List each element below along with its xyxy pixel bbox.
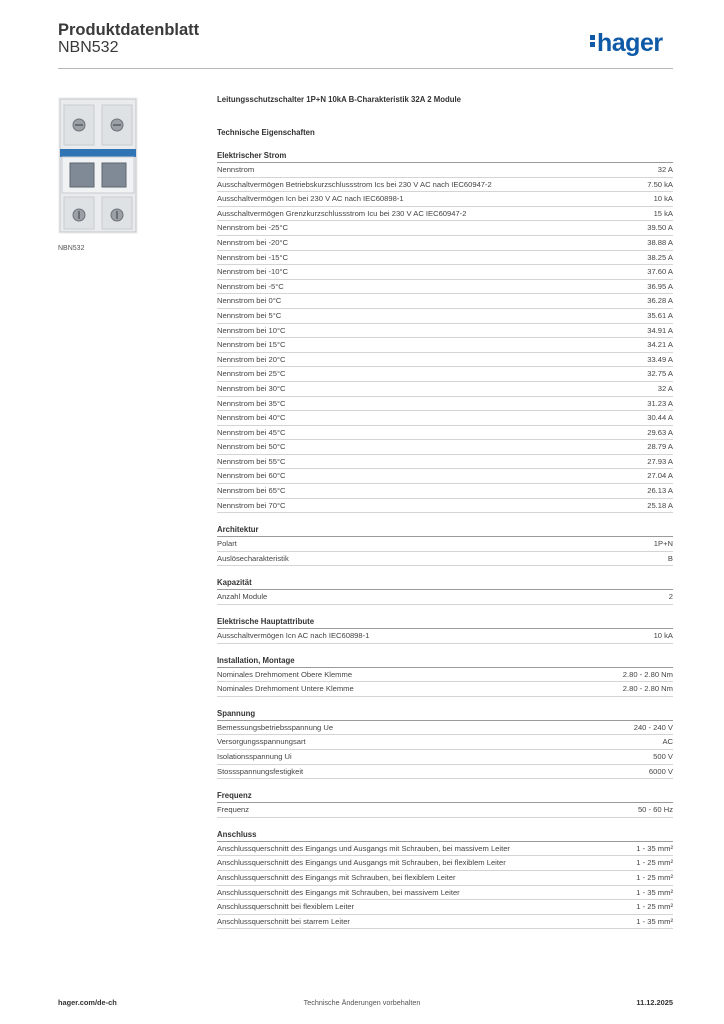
spec-value: 36.28 A	[647, 296, 673, 306]
spec-value: 32.75 A	[647, 369, 673, 379]
spec-label: Nennstrom bei -5°C	[217, 281, 284, 291]
spec-row	[217, 900, 673, 915]
page-title: Produktdatenblatt	[58, 21, 200, 39]
spec-row	[217, 397, 673, 412]
logo-dots-icon	[590, 33, 595, 49]
spec-row	[217, 499, 673, 514]
spec-row	[217, 294, 673, 309]
spec-label: Ausschaltvermögen Grenzkurzschlussstrom Icu bei 230 V AC IEC60947-2	[217, 208, 467, 218]
spec-section	[217, 576, 673, 605]
spec-row	[217, 590, 673, 605]
section-title: Elektrische Hauptattribute	[217, 615, 673, 629]
spec-label: Nennstrom bei 25°C	[217, 369, 286, 379]
spec-row	[217, 192, 673, 207]
spec-value: 34.91 A	[647, 325, 673, 335]
spec-label: Nennstrom bei 35°C	[217, 398, 286, 408]
spec-label: Nennstrom bei 45°C	[217, 427, 286, 437]
spec-label: Ausschaltvermögen Icn AC nach IEC60898-1	[217, 631, 370, 641]
section-title: Frequenz	[217, 789, 673, 803]
section-spacer	[217, 644, 673, 654]
spec-sections	[217, 149, 673, 929]
spec-section	[217, 149, 673, 513]
spec-label: Bemessungsbetriebsspannung Ue	[217, 722, 334, 732]
spec-row	[217, 735, 673, 750]
spec-value: AC	[662, 737, 673, 747]
spec-row	[217, 178, 673, 193]
footer-disclaimer: Technische Änderungen vorbehalten	[303, 998, 421, 1007]
spec-label: Nennstrom bei 50°C	[217, 442, 286, 452]
product-description: Leitungsschutzschalter 1P+N 10kA B-Charakteristik 32A 2 Module	[217, 95, 462, 104]
spec-row	[217, 426, 673, 441]
spec-row	[217, 163, 673, 178]
spec-value: 31.23 A	[647, 398, 673, 408]
spec-row	[217, 221, 673, 236]
technical-properties-heading: Technische Eigenschaften	[217, 128, 315, 137]
spec-row	[217, 668, 673, 683]
section-title: Installation, Montage	[217, 654, 673, 668]
spec-label: Nennstrom bei 55°C	[217, 456, 286, 466]
spec-row	[217, 552, 673, 567]
spec-section	[217, 615, 673, 644]
spec-label: Nennstrom bei -10°C	[217, 267, 288, 277]
spec-value: 1 - 25 mm²	[636, 902, 673, 912]
spec-value: 240 - 240 V	[633, 722, 673, 732]
spec-label: Anschlussquerschnitt des Eingangs und Ausgangs mit Schrauben, bei flexiblem Leiter	[217, 858, 506, 868]
spec-label: Nennstrom bei 10°C	[217, 325, 286, 335]
spec-row	[217, 803, 673, 818]
spec-row	[217, 842, 673, 857]
spec-value: 15 kA	[653, 208, 673, 218]
spec-value: 50 - 60 Hz	[637, 805, 673, 815]
spec-label: Nominales Drehmoment Obere Klemme	[217, 669, 353, 679]
footer-date: 11.12.2025	[636, 998, 673, 1007]
spec-label: Nennstrom bei 60°C	[217, 471, 286, 481]
spec-label: Polart	[217, 539, 237, 549]
section-spacer	[217, 605, 673, 615]
spec-value: 6000 V	[648, 766, 673, 776]
spec-label: Stossspannungsfestigkeit	[217, 766, 304, 776]
spec-row	[217, 309, 673, 324]
spec-value: 27.04 A	[647, 471, 673, 481]
spec-value: 39.50 A	[647, 223, 673, 233]
spec-section	[217, 523, 673, 566]
spec-row	[217, 440, 673, 455]
spec-value: 1 - 35 mm²	[636, 843, 673, 853]
circuit-breaker-image	[58, 97, 138, 234]
spec-label: Nennstrom bei 40°C	[217, 413, 286, 423]
spec-label: Nennstrom bei 15°C	[217, 340, 286, 350]
spec-value: 7.50 kA	[647, 179, 673, 189]
spec-value: 1P+N	[653, 539, 673, 549]
spec-label: Nennstrom	[217, 165, 255, 174]
logo-text: hager	[597, 29, 663, 57]
spec-value: 38.25 A	[647, 252, 673, 262]
spec-row	[217, 455, 673, 470]
spec-label: Anschlussquerschnitt des Eingangs und Ausgangs mit Schrauben, bei massivem Leiter	[217, 843, 510, 853]
spec-label: Nennstrom bei -15°C	[217, 252, 288, 262]
spec-label: Frequenz	[217, 805, 250, 815]
spec-row	[217, 856, 673, 871]
spec-section	[217, 789, 673, 818]
footer-website: hager.com/de-ch	[58, 998, 117, 1007]
spec-value: 1 - 35 mm²	[636, 916, 673, 926]
spec-value: 10 kA	[653, 631, 673, 641]
spec-label: Isolationsspannung Ui	[217, 752, 292, 761]
section-title: Kapazität	[217, 576, 673, 590]
hager-logo	[590, 29, 663, 58]
spec-row	[217, 721, 673, 736]
spec-value: 500 V	[653, 752, 673, 761]
spec-value: 38.88 A	[647, 237, 673, 247]
spec-label: Auslösecharakteristik	[217, 553, 289, 563]
spec-section	[217, 828, 673, 930]
spec-row	[217, 236, 673, 251]
spec-row	[217, 367, 673, 382]
spec-value: B	[667, 553, 673, 563]
spec-row	[217, 629, 673, 644]
spec-row	[217, 469, 673, 484]
spec-label: Anzahl Module	[217, 592, 268, 602]
section-title: Anschluss	[217, 828, 673, 842]
spec-value: 25.18 A	[647, 500, 673, 510]
spec-label: Nennstrom bei 70°C	[217, 500, 286, 510]
section-spacer	[217, 818, 673, 828]
spec-value: 27.93 A	[647, 456, 673, 466]
spec-label: Nennstrom bei 20°C	[217, 354, 286, 364]
spec-row	[217, 338, 673, 353]
section-spacer	[217, 513, 673, 523]
spec-row	[217, 280, 673, 295]
spec-value: 10 kA	[653, 194, 673, 204]
section-title: Spannung	[217, 707, 673, 721]
spec-row	[217, 886, 673, 901]
spec-value: 2.80 - 2.80 Nm	[622, 684, 673, 694]
spec-value: 34.21 A	[647, 340, 673, 350]
section-spacer	[217, 697, 673, 707]
spec-row	[217, 324, 673, 339]
spec-value: 35.61 A	[647, 310, 673, 320]
spec-label: Versorgungsspannungsart	[217, 737, 306, 747]
spec-label: Anschlussquerschnitt des Eingangs mit Schrauben, bei massivem Leiter	[217, 887, 460, 897]
spec-value: 37.60 A	[647, 267, 673, 277]
spec-label: Nennstrom bei 30°C	[217, 383, 286, 393]
spec-value: 1 - 25 mm²	[636, 872, 673, 882]
spec-label: Ausschaltvermögen Betriebskurzschlussstrom Ics bei 230 V AC nach IEC60947-2	[217, 179, 492, 189]
spec-row	[217, 265, 673, 280]
spec-row	[217, 207, 673, 222]
spec-row	[217, 682, 673, 697]
section-spacer	[217, 566, 673, 576]
spec-label: Nennstrom bei -25°C	[217, 223, 288, 233]
spec-section	[217, 707, 673, 779]
product-code: NBN532	[58, 39, 119, 56]
spec-value: 28.79 A	[647, 442, 673, 452]
spec-value: 29.63 A	[647, 427, 673, 437]
spec-value: 36.95 A	[647, 281, 673, 291]
spec-label: Nominales Drehmoment Untere Klemme	[217, 684, 354, 694]
product-image	[58, 97, 138, 234]
spec-row	[217, 411, 673, 426]
spec-value: 2.80 - 2.80 Nm	[622, 669, 673, 679]
spec-row	[217, 750, 673, 765]
spec-label: Nennstrom bei 5°C	[217, 310, 282, 320]
spec-value: 1 - 25 mm²	[636, 858, 673, 868]
spec-value: 2	[668, 592, 673, 602]
spec-value: 26.13 A	[647, 486, 673, 496]
spec-row	[217, 251, 673, 266]
spec-row	[217, 871, 673, 886]
spec-row	[217, 765, 673, 780]
spec-row	[217, 537, 673, 552]
section-title: Elektrischer Strom	[217, 149, 673, 163]
spec-label: Nennstrom bei 0°C	[217, 296, 282, 306]
section-spacer	[217, 779, 673, 789]
spec-row	[217, 382, 673, 397]
spec-label: Nennstrom bei 65°C	[217, 486, 286, 496]
spec-row	[217, 353, 673, 368]
image-caption: NBN532	[58, 245, 85, 252]
spec-value: 30.44 A	[647, 413, 673, 423]
spec-section	[217, 654, 673, 697]
spec-value: 33.49 A	[647, 354, 673, 364]
spec-value: 1 - 35 mm²	[636, 887, 673, 897]
spec-content	[217, 95, 673, 929]
spec-label: Nennstrom bei -20°C	[217, 237, 288, 247]
spec-label: Anschlussquerschnitt bei starrem Leiter	[217, 916, 350, 926]
spec-label: Anschlussquerschnitt des Eingangs mit Schrauben, bei flexiblem Leiter	[217, 872, 456, 882]
spec-value: 32 A	[657, 383, 673, 393]
spec-row	[217, 915, 673, 930]
spec-label: Ausschaltvermögen Icn bei 230 V AC nach IEC60898-1	[217, 194, 404, 204]
spec-value: 32 A	[657, 165, 673, 174]
section-title: Architektur	[217, 523, 673, 537]
header-divider	[58, 68, 673, 69]
spec-row	[217, 484, 673, 499]
spec-label: Anschlussquerschnitt bei flexiblem Leiter	[217, 902, 355, 912]
